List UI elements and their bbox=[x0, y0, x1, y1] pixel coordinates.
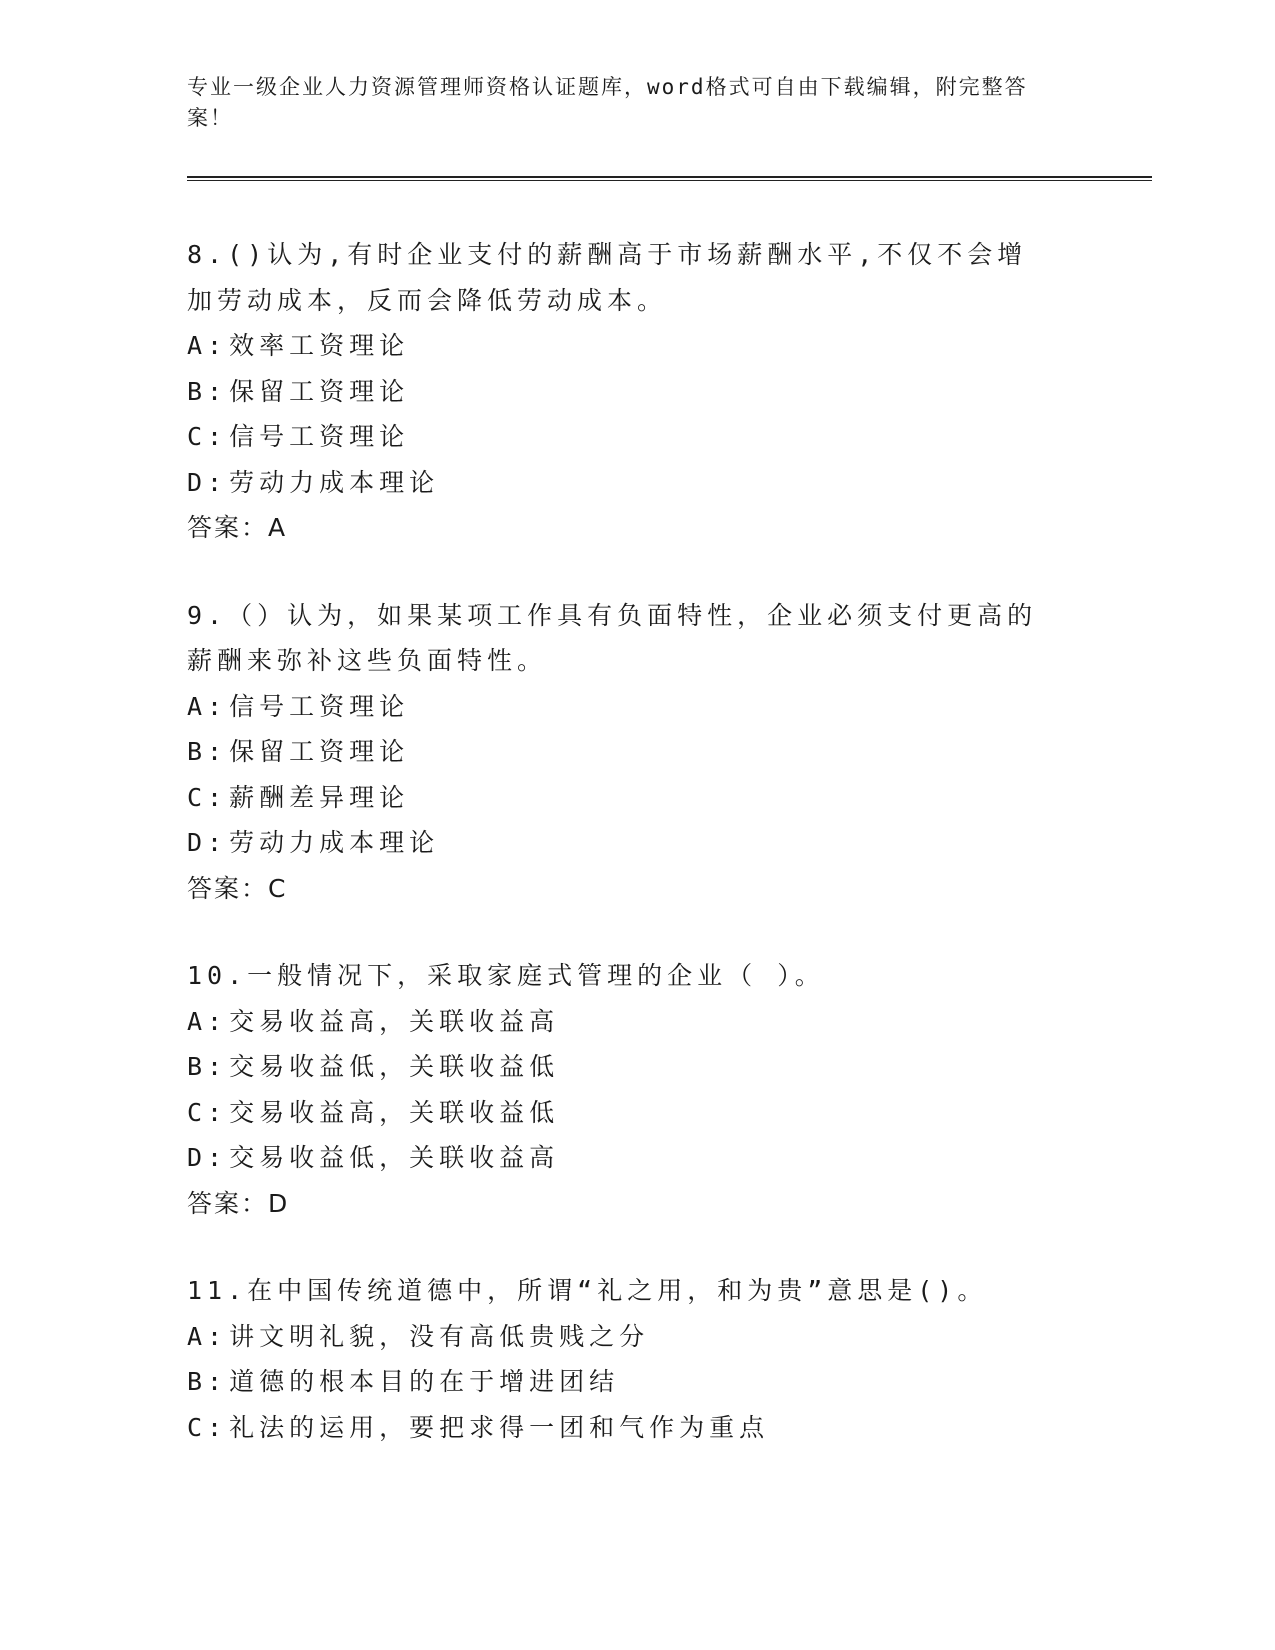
option-c bbox=[187, 1405, 1087, 1451]
option-text: 礼法的运用，要把求得一团和气作为重点 bbox=[229, 1412, 770, 1442]
option-b bbox=[187, 1359, 1087, 1405]
option-c bbox=[187, 775, 1087, 821]
option-letter: B: bbox=[187, 376, 228, 406]
option-text: 劳动力成本理论 bbox=[229, 828, 440, 857]
question-10 bbox=[187, 953, 1087, 1226]
option-text: 信号工资理论 bbox=[229, 691, 410, 721]
option-letter: C: bbox=[187, 1097, 228, 1127]
option-text: 交易收益低，关联收益高 bbox=[229, 1143, 560, 1172]
option-letter: A: bbox=[187, 1006, 228, 1036]
question-9 bbox=[187, 593, 1087, 912]
question-8 bbox=[187, 232, 1087, 551]
option-d bbox=[187, 460, 1087, 506]
question-text: 11.在中国传统道德中，所谓“礼之用，和为贵”意思是()。 bbox=[187, 1276, 988, 1305]
answer: 答案：D bbox=[187, 1188, 290, 1218]
question-11 bbox=[187, 1268, 1087, 1450]
question-list bbox=[187, 232, 1087, 1492]
header-divider bbox=[187, 176, 1152, 181]
option-letter: A: bbox=[187, 331, 228, 360]
option-text: 道德的根本目的在于增进团结 bbox=[229, 1367, 620, 1396]
option-b bbox=[187, 369, 1087, 415]
question-text: 8.()认为,有时企业支付的薪酬高于市场薪酬水平,不仅不会增加劳动成本，反而会降低劳动成本。 bbox=[187, 240, 1028, 315]
option-a bbox=[187, 1314, 1087, 1360]
option-letter: B: bbox=[187, 1367, 228, 1396]
option-letter: C: bbox=[187, 422, 228, 451]
option-a bbox=[187, 684, 1087, 730]
option-c bbox=[187, 1090, 1087, 1136]
option-text: 保留工资理论 bbox=[229, 737, 410, 766]
option-text: 信号工资理论 bbox=[229, 422, 410, 451]
option-letter: A: bbox=[187, 691, 228, 721]
option-text: 交易收益高，关联收益高 bbox=[229, 1006, 560, 1036]
option-text: 交易收益高，关联收益低 bbox=[229, 1097, 560, 1127]
option-letter: D: bbox=[187, 828, 228, 857]
option-c bbox=[187, 414, 1087, 460]
option-text: 效率工资理论 bbox=[229, 331, 410, 360]
option-b bbox=[187, 729, 1087, 775]
answer: 答案：C bbox=[187, 873, 288, 903]
option-text: 交易收益低，关联收益低 bbox=[229, 1052, 560, 1081]
answer: 答案：A bbox=[187, 513, 288, 542]
option-letter: D: bbox=[187, 467, 228, 497]
option-d bbox=[187, 1135, 1087, 1181]
option-text: 劳动力成本理论 bbox=[229, 467, 440, 497]
option-letter: B: bbox=[187, 1052, 228, 1081]
option-letter: C: bbox=[187, 1412, 228, 1442]
question-text: 10.一般情况下，采取家庭式管理的企业（ ）。 bbox=[187, 961, 825, 990]
option-a bbox=[187, 999, 1087, 1045]
option-text: 讲文明礼貌，没有高低贵贱之分 bbox=[229, 1321, 650, 1351]
option-d bbox=[187, 820, 1087, 866]
option-a bbox=[187, 323, 1087, 369]
option-letter: B: bbox=[187, 737, 228, 766]
question-text: 9.（）认为，如果某项工作具有负面特性，企业必须支付更高的薪酬来弥补这些负面特性。 bbox=[187, 600, 1038, 675]
option-letter: C: bbox=[187, 782, 228, 812]
option-text: 保留工资理论 bbox=[229, 376, 410, 406]
document-header: 专业一级企业人力资源管理师资格认证题库，word格式可自由下载编辑，附完整答案！ bbox=[187, 75, 1028, 130]
option-letter: D: bbox=[187, 1143, 228, 1172]
option-text: 薪酬差异理论 bbox=[229, 782, 410, 812]
option-b bbox=[187, 1044, 1087, 1090]
option-letter: A: bbox=[187, 1321, 228, 1351]
